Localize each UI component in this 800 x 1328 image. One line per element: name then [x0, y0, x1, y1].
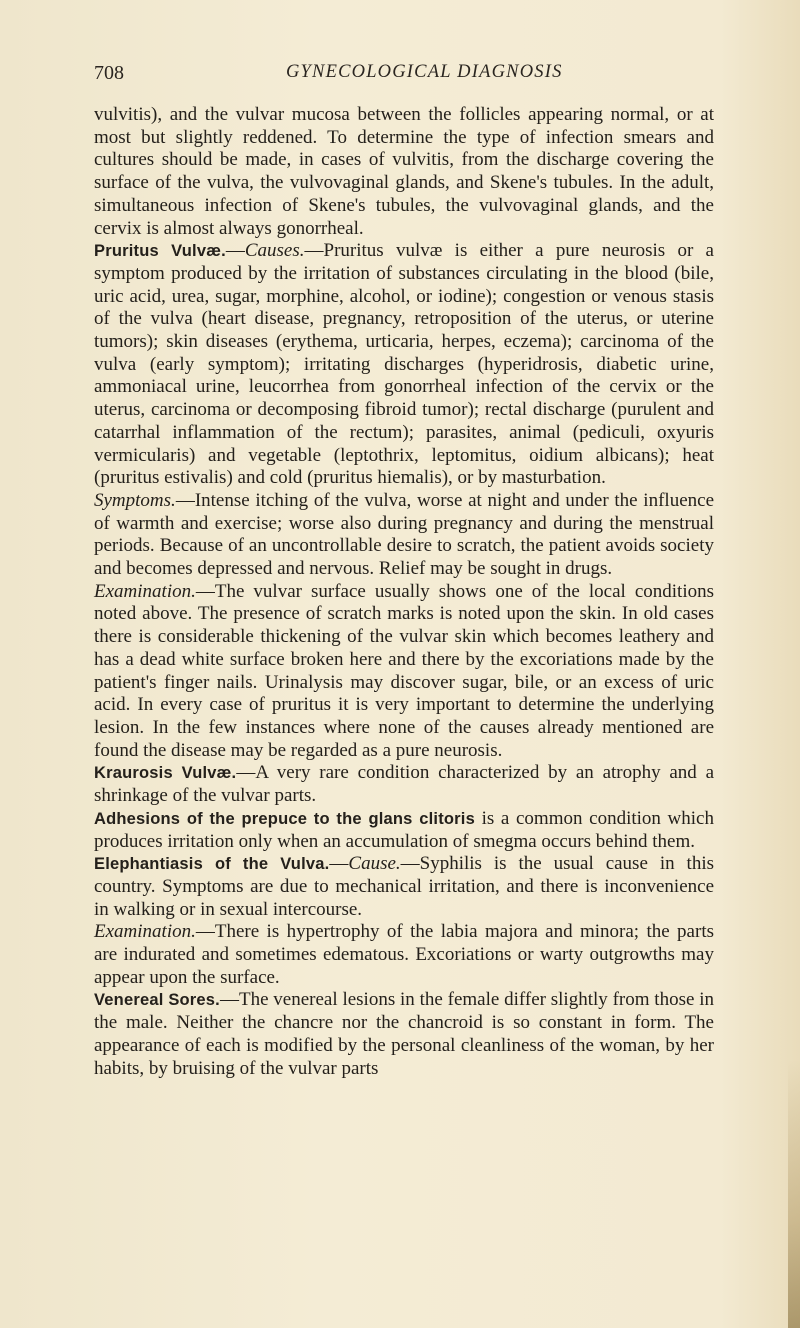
subsection-label: Examination.	[94, 580, 196, 602]
dash: —	[225, 240, 245, 262]
section-heading: Pruritus Vulvæ.	[94, 242, 226, 261]
paragraph-text: —Syphilis is the usual cause in this country. Symptoms are due to mechanical irritation, and there is inconvenience in walking or in sexual intercourse.	[94, 853, 714, 920]
paragraph-text: vulvitis), and the vulvar mucosa between the follicles appearing normal, or at most but slightly reddened. To determine the type of infection smears and cultures should be made, in cases of vulvitis, from the discharge covering the surface of the vulva, the vulvovaginal glands, and Skene's tubules. In the adult, simultaneous infection of Skene's tubules, the vulvovaginal glands, and the cervix is almost always gonorrheal.	[94, 104, 714, 239]
dash: —	[329, 853, 349, 875]
subsection-label: Causes.	[244, 240, 305, 262]
paragraph-text: —Intense itching of the vulva, worse at night and under the influence of warmth and exercise; worse also during pregnancy and during the menstrual periods. Because of an uncontrollable desire to scratch, the patient avoids society and becomes depressed and nervous. Relief may be sought in drugs.	[94, 489, 714, 580]
page-header	[94, 62, 704, 86]
paragraph-text: —The vulvar surface usually shows one of the local conditions noted above. The presence of scratch marks is noted upon the skin. In old cases there is considerable thickening of the vulvar skin which becomes leathery and has a dead white surface broken here and there by the excoriations made by the patient's finger nails. Urinalysis may discover sugar, bile, or an excess of uric acid. In every case of pruritus it is very important to determine the underlying lesion. In the few instances where none of the causes already mentioned are found the disease may be regarded as a pure neurosis.	[94, 580, 714, 761]
running-title: GYNECOLOGICAL DIAGNOSIS	[286, 62, 563, 82]
paragraph-pruritus-vulvae	[94, 240, 714, 490]
paragraph-pruritus-examination	[94, 581, 714, 763]
page-number: 708	[94, 62, 124, 84]
subsection-label: Cause.	[348, 853, 401, 875]
paragraph-text: —There is hypertrophy of the labia majora and minora; the parts are indurated and sometimes edematous. Excoriations or warty outgrowths may appear upon the surface.	[94, 921, 714, 988]
page-edge-shadow	[788, 1060, 800, 1328]
paragraph-text: is a common condition which produces irritation only when an accumulation of smegma occurs behind them.	[94, 807, 714, 852]
paragraph-kraurosis-vulvae	[94, 762, 714, 807]
section-heading: Venereal Sores.	[94, 991, 220, 1010]
paragraph-vulvitis-continued	[94, 104, 714, 240]
paragraph-venereal-sores	[94, 989, 714, 1080]
section-heading: Kraurosis Vulvæ.	[94, 764, 237, 783]
paragraph-text: —Pruritus vulvæ is either a pure neurosis or a symptom produced by the irritation of substances circulating in the blood (bile, uric acid, urea, sugar, morphine, alcohol, or iodine); congestion or venous stasis of the vulva (heart disease, pregnancy, retroposition of the uterus, or uterine tumors); skin diseases (erythema, urticaria, herpes, eczema); carcinoma of the vulva (early symptom); irritating discharges (hyperidrosis, diabetic urine, ammoniacal urine, leucorrhea from gonorrheal infection of the cervix or the uterus, carcinoma or decomposing fibroid tumor); rectal discharge (purulent and catarrhal inflammation of the rectum); parasites, animal (pediculi, oxyuris vermicularis) and vegetable (leptothrix, leptomitus, oidium albicans); heat (pruritus estivalis) and cold (pruritus hiemalis), or by masturbation.	[94, 240, 714, 489]
paragraph-text: —A very rare condition characterized by an atrophy and a shrinkage of the vulvar parts.	[94, 762, 714, 807]
subsection-label: Examination.	[94, 921, 196, 943]
section-heading: Adhesions of the prepuce to the glans clitoris	[94, 809, 475, 828]
paragraph-elephantiasis	[94, 853, 714, 921]
paragraph-text: —The venereal lesions in the female differ slightly from those in the male. Neither the chancre nor the chancroid is so constant in form. The appearance of each is modified by the personal cleanliness of the woman, by her habits, by bruising of the vulvar parts	[94, 989, 714, 1079]
paragraph-adhesions	[94, 808, 714, 853]
section-heading: Elephantiasis of the Vulva.	[94, 855, 330, 874]
paragraph-pruritus-symptoms	[94, 490, 714, 581]
body-text	[94, 104, 714, 1080]
subsection-label: Symptoms.	[94, 489, 176, 511]
paragraph-elephantiasis-examination	[94, 921, 714, 989]
